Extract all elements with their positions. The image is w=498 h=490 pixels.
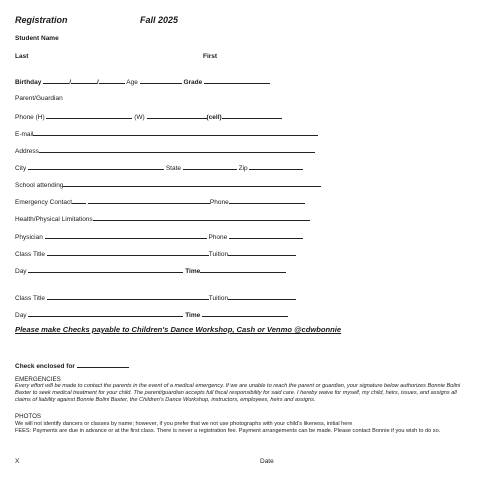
city-label: City (15, 165, 27, 172)
health-label: Health/Physical Limitations (15, 216, 93, 223)
student-name-label: Student Name (15, 35, 59, 42)
check-enclosed-row (15, 361, 129, 371)
photos-heading: PHOTOS (15, 413, 42, 420)
birthday-label: Birthday (15, 79, 42, 86)
emergencies-heading: EMERGENCIES (15, 376, 61, 383)
address-line[interactable] (39, 146, 315, 153)
tuition-label-2: Tuition (208, 295, 229, 302)
emergency-contact-line-short[interactable] (72, 197, 86, 204)
zip-label: Zip (238, 165, 248, 172)
form-title: Registration (15, 15, 68, 25)
emergency-contact-line[interactable] (88, 197, 210, 204)
phone-home-label: Phone (H) (15, 114, 45, 121)
phone-home-line[interactable] (46, 112, 132, 119)
class-row-1 (15, 249, 296, 259)
physician-phone-line[interactable] (229, 232, 303, 239)
day-label-1: Day (15, 268, 27, 275)
grade-label: Grade (183, 79, 203, 86)
tuition-label-1: Tuition (208, 251, 229, 258)
class-row-2 (15, 293, 296, 303)
phone-cell-line[interactable] (222, 112, 282, 119)
physician-row (15, 232, 303, 242)
emergency-contact-label: Emergency Contact (15, 199, 73, 206)
class-title-line-2[interactable] (47, 293, 209, 300)
season-label: Fall 2025 (140, 15, 179, 25)
birthday-day-line[interactable] (71, 77, 97, 84)
class-title-line-1[interactable] (47, 249, 209, 256)
age-label: Age (126, 79, 138, 86)
class-title-label-2: Class Title (15, 295, 45, 302)
first-name-label: First (203, 53, 218, 60)
zip-line[interactable] (249, 163, 303, 170)
email-label: E-mail (15, 131, 34, 138)
health-line[interactable] (93, 214, 310, 221)
last-name-label: Last (15, 53, 29, 60)
day-line-1[interactable] (28, 266, 183, 273)
state-line[interactable] (183, 163, 237, 170)
birthday-year-line[interactable] (99, 77, 125, 84)
photos-text: We will not identify dancers or classes by name; however, if you prefer that we not use photographs with your child's likeness, initial here (15, 421, 353, 427)
day-row-1 (15, 266, 286, 276)
emergency-phone-line[interactable] (229, 197, 305, 204)
city-line[interactable] (28, 163, 164, 170)
age-line[interactable] (140, 77, 182, 84)
class-title-label-1: Class Title (15, 251, 45, 258)
health-row (15, 214, 310, 224)
city-row (15, 163, 303, 173)
date-label: Date (260, 458, 274, 465)
birthday-slash-2: / (97, 79, 99, 86)
birthday-month-line[interactable] (43, 77, 69, 84)
time-line-2[interactable] (202, 310, 288, 317)
emergency-row (15, 197, 305, 207)
phone-row (15, 112, 282, 122)
email-line[interactable] (33, 129, 318, 136)
check-enclosed-label: Check enclosed for (15, 363, 75, 370)
parent-guardian-label: Parent/Guardian (15, 95, 63, 102)
signature-x-label: X (15, 458, 20, 465)
day-row-2 (15, 310, 288, 320)
address-label: Address (15, 148, 39, 155)
phone-cell-label: (cell) (206, 114, 222, 121)
emergencies-text: Every effort will be made to contact the parents in the event of a medical emergency. If we are unable to reach the parent or guardian, your signature below authorizes Bonnie Bolini Baxter to seek medical treatment for your child. The parent/guardian accepts full fiscal responsibility for said care. I hereby waive for myself, my child, heirs, issues, and assigns all claims of liability against Bonnie Bolini Baxter, the Children's Dance Workshop, instructors, employees, heirs and assigns. (15, 383, 461, 404)
checks-payable-notice: Please make Checks payable to Children's Dance Workshop, Cash or Venmo @cdwbonnie (15, 325, 342, 334)
physician-line[interactable] (45, 232, 207, 239)
day-line-2[interactable] (28, 310, 183, 317)
email-row (15, 129, 318, 139)
address-row (15, 146, 315, 156)
school-line[interactable] (63, 180, 321, 187)
grade-line[interactable] (204, 77, 270, 84)
time-label-1: Time (185, 268, 201, 275)
tuition-line-2[interactable] (228, 293, 296, 300)
phone-work-line[interactable] (147, 112, 207, 119)
phone-work-label: (W) (134, 114, 145, 121)
check-amount-line[interactable] (77, 361, 129, 368)
physician-phone-label: Phone (208, 234, 228, 241)
emergency-phone-label: Phone (209, 199, 229, 206)
school-row (15, 180, 321, 190)
birthday-row (15, 77, 270, 87)
tuition-line-1[interactable] (228, 249, 296, 256)
state-label: State (165, 165, 182, 172)
day-label-2: Day (15, 312, 27, 319)
school-label: School attending (15, 182, 64, 189)
time-line-1[interactable] (200, 266, 286, 273)
physician-label: Physician (15, 234, 43, 241)
time-label-2: Time (185, 312, 201, 319)
fees-text: FEES: Payments are due in advance or at the first class. There is never a registration fee. Payment arrangements can be made. Please contact Bonnie if you wish to do so. (15, 428, 441, 434)
birthday-slash-1: / (69, 79, 71, 86)
